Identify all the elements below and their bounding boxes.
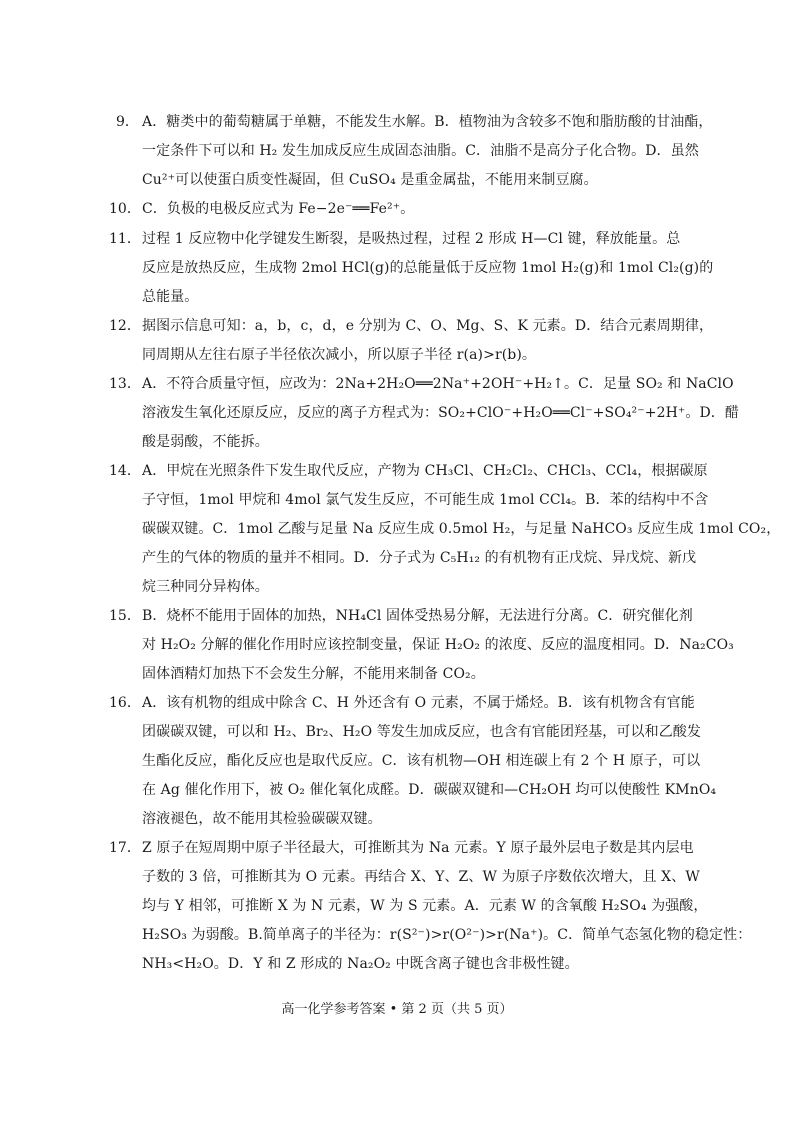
item-text-line: C．负极的电极反应式为 Fe−2e⁻══Fe²⁺。	[142, 201, 415, 217]
item-number: 14．	[109, 463, 141, 479]
item-text-line: B．烧杯不能用于固体的加热，NH₄Cl 固体受热易分解，无法进行分离。C．研究催化剂	[142, 608, 693, 624]
item-text-line: 子数的 3 倍，可推断其为 O 元素。再结合 X、Y、Z、W 为原子序数依次增大，且 X、W	[142, 869, 700, 885]
item-number: 13．	[109, 376, 141, 392]
item-text-line: A．该有机物的组成中除含 C、H 外还含有 O 元素，不属于烯烃。B．该有机物含有官能	[142, 695, 695, 711]
item-number: 15．	[109, 608, 141, 624]
item-text-line: 过程 1 反应物中化学键发生断裂，是吸热过程，过程 2 形成 H—Cl 键，释放能量。总	[142, 231, 681, 247]
item-text-line: 烷三种同分异构体。	[142, 579, 269, 595]
item-text-line: 据图示信息可知：a，b，c，d，e 分别为 C、O、Mg、S、K 元素。D．结合元素周期律，	[142, 318, 714, 334]
item-number: 12．	[109, 318, 141, 334]
item-text-line: A．甲烷在光照条件下发生取代反应，产物为 CH₃Cl、CH₂Cl₂、CHCl₃、CCl₄，根据碳原	[142, 463, 708, 479]
item-text-line: 酸是弱酸，不能拆。	[142, 434, 269, 450]
item-number: 16．	[109, 695, 141, 711]
item-text-line: NH₃<H₂O。D．Y 和 Z 形成的 Na₂O₂ 中既含离子键也含非极性键。	[142, 956, 579, 972]
item-text-line: Z 原子在短周期中原子半径最大，可推断其为 Na 元素。Y 原子最外层电子数是其内层电	[142, 840, 694, 856]
item-text-line: 同周期从左往右原子半径依次减小，所以原子半径 r(a)>r(b)。	[142, 347, 537, 363]
item-number: 9．	[116, 114, 139, 130]
item-text-line: A．糖类中的葡萄糖属于单糖，不能发生水解。B．植物油为含较多不饱和脂肪酸的甘油酯，	[142, 114, 713, 130]
item-text-line: 产生的气体的物质的量并不相同。D．分子式为 C₅H₁₂ 的有机物有正戊烷、异戊烷、新戊	[142, 550, 697, 566]
item-text-line: Cu²⁺可以使蛋白质变性凝固，但 CuSO₄ 是重金属盐，不能用来制豆腐。	[142, 172, 598, 188]
item-text-line: 在 Ag 催化作用下，被 O₂ 催化氧化成醛。D．碳碳双键和—CH₂OH 均可以使酸性 KMnO₄	[142, 782, 717, 798]
item-text-line: 碳碳双键。C．1mol 乙酸与足量 Na 反应生成 0.5mol H₂，与足量 NaHCO₃ 反应生成 1mol CO₂，	[142, 521, 781, 537]
item-text-line: 总能量。	[142, 289, 199, 305]
item-text-line: 一定条件下可以和 H₂ 发生加成反应生成固态油脂。C．油脂不是高分子化合物。D．虽然	[142, 143, 699, 159]
item-text-line: 反应是放热反应，生成物 2mol HCl(g)的总能量低于反应物 1mol H₂(g)和 1mol Cl₂(g)的	[142, 260, 714, 276]
item-text-line: 溶液发生氧化还原反应，反应的离子方程式为：SO₂+ClO⁻+H₂O══Cl⁻+SO₄²⁻+2H⁺。D．醋	[142, 405, 740, 421]
item-text-line: H₂SO₃ 为弱酸。B.简单离子的半径为：r(S²⁻)>r(O²⁻)>r(Na⁺)。C．简单气态氢化物的稳定性：	[142, 927, 752, 943]
item-text-line: 均与 Y 相邻，可推断 X 为 N 元素，W 为 S 元素。A．元素 W 的含氧酸 H₂SO₄ 为强酸，	[142, 898, 708, 914]
item-text-line: 对 H₂O₂ 分解的催化作用时应该控制变量，保证 H₂O₂ 的浓度、反应的温度相同。D．Na₂CO₃	[142, 637, 734, 653]
item-text-line: A．不符合质量守恒，应改为：2Na+2H₂O══2Na⁺+2OH⁻+H₂↑。C．足量 SO₂ 和 NaClO	[142, 376, 734, 392]
item-number: 10．	[109, 201, 141, 217]
item-text-line: 溶液褪色，故不能用其检验碳碳双键。	[142, 811, 382, 827]
item-number: 11．	[109, 231, 141, 247]
item-text-line: 生酯化反应，酯化反应也是取代反应。C．该有机物—OH 相连碳上有 2 个 H 原子，可以	[142, 753, 701, 769]
page-footer: 高一化学参考答案 • 第 2 页（共 5 页）	[281, 1002, 513, 1017]
item-text-line: 团碳碳双键，可以和 H₂、Br₂、H₂O 等发生加成反应，也含有官能团羟基，可以和乙酸发	[142, 724, 702, 740]
item-number: 17．	[109, 840, 141, 856]
item-text-line: 固体酒精灯加热下不会发生分解，不能用来制备 CO₂。	[142, 666, 485, 682]
item-text-line: 子守恒，1mol 甲烷和 4mol 氯气发生反应，不可能生成 1mol CCl₄。B．苯的结构中不含	[142, 492, 709, 508]
